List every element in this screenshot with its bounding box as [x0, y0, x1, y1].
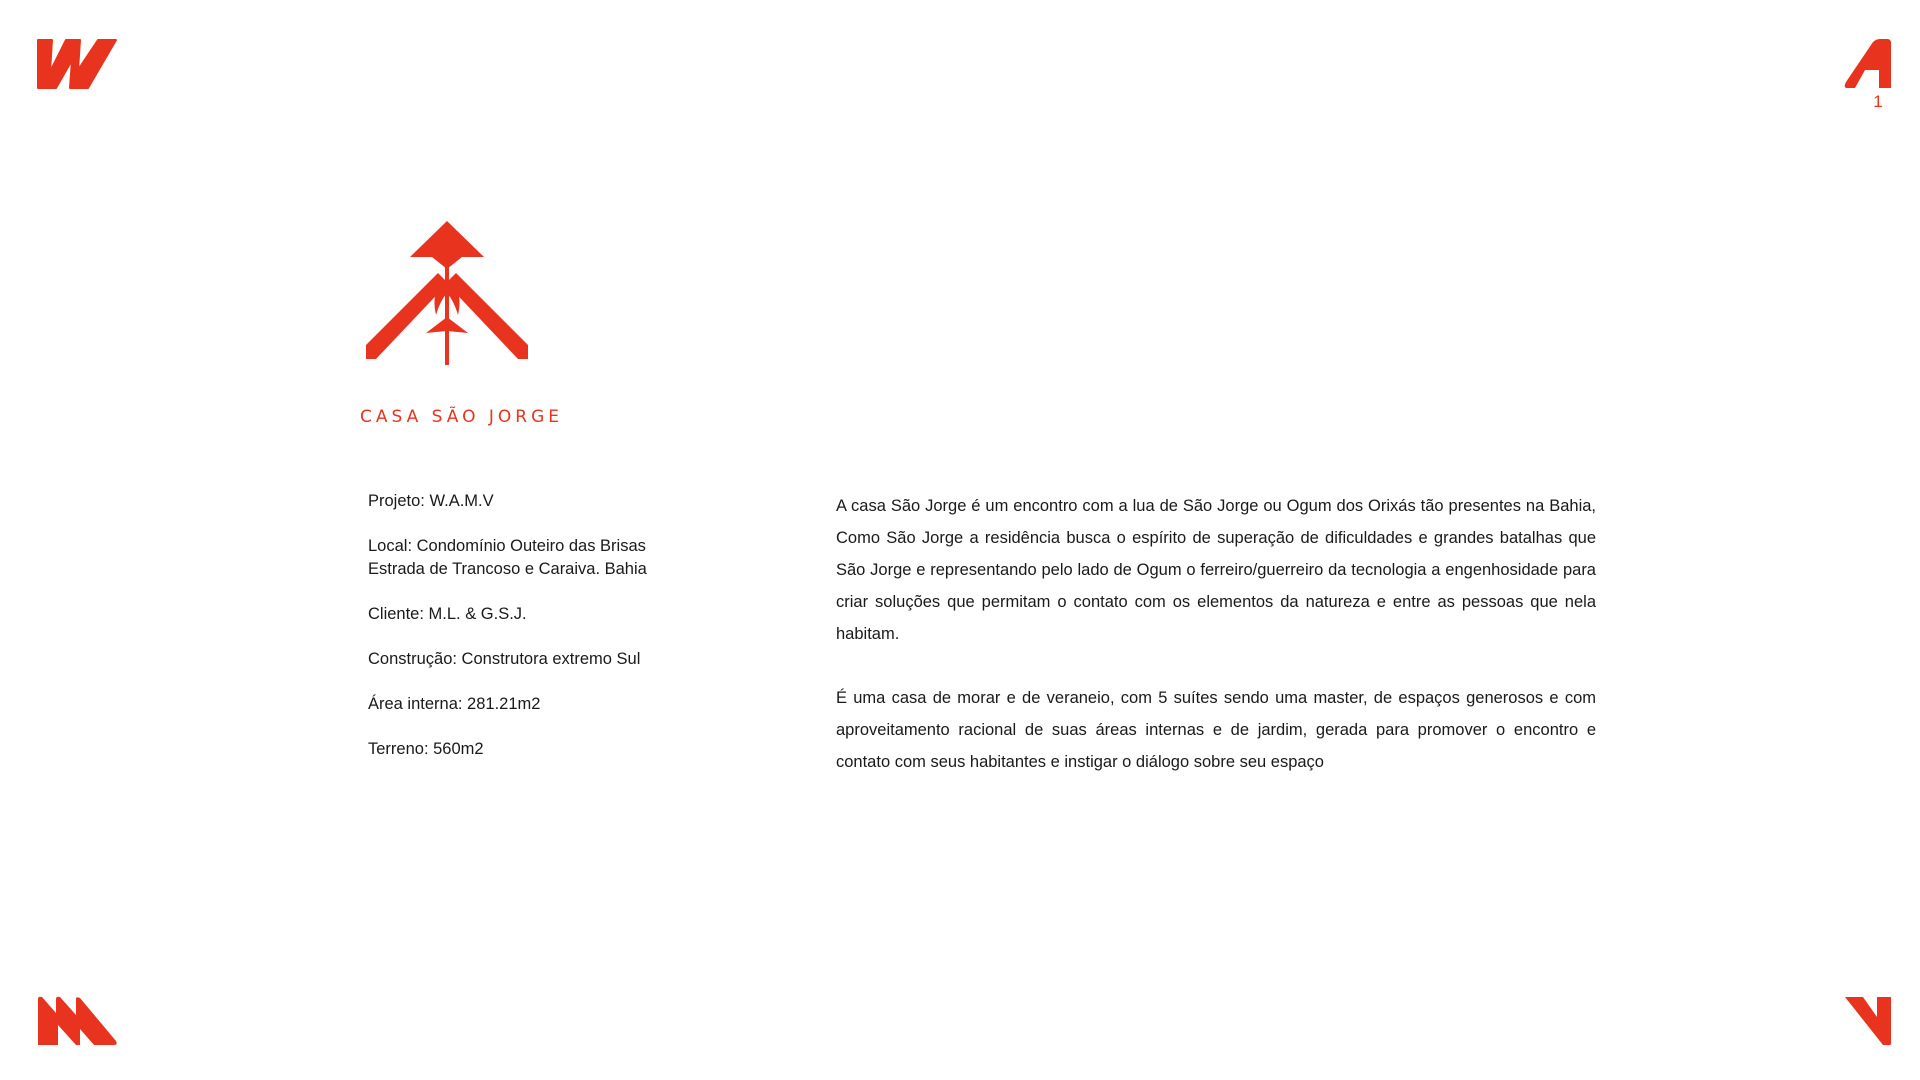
a-letter-mark-icon [1843, 38, 1893, 90]
spec-construcao [368, 648, 748, 671]
spec-line: Construção: Construtora extremo Sul [368, 650, 641, 668]
spec-line: Local: Condomínio Outeiro das Brisas [368, 537, 646, 555]
description-paragraph: É uma casa de morar e de veraneio, com 5 suítes sendo uma master, de espaços generosos e com aproveitamento racional de suas áreas internas e de jardim, gerada para promover o encontro e contato com seus habitantes e instigar o diálogo sobre seu espaço [836, 689, 1596, 771]
spec-line: Estrada de Trancoso e Caraiva. Bahia [368, 560, 647, 578]
spec-cliente [368, 603, 748, 626]
project-description [836, 490, 1596, 810]
description-paragraph: A casa São Jorge é um encontro com a lua de São Jorge ou Ogum dos Orixás tão presentes na Bahia, Como São Jorge a residência busca o espírito de superação de dificuldades e grandes batalhas que São Jorge e representando pelo lado de Ogum o ferreiro/guerreiro da tecnologia a engenhosidade para criar soluções que permitam o contato com os elementos da natureza e entre as pessoas que nela habitam. [836, 497, 1596, 643]
page-number: 1 [1873, 92, 1883, 111]
project-title: CASA SÃO JORGE [360, 407, 563, 427]
v-letter-mark-icon [1843, 995, 1893, 1047]
spec-terreno [368, 738, 748, 761]
w-letter-mark-icon [36, 38, 118, 90]
spec-area-interna [368, 693, 748, 716]
spec-line: Cliente: M.L. & G.S.J. [368, 605, 527, 623]
spec-projeto [368, 490, 748, 513]
m-letter-mark-icon [36, 995, 118, 1047]
spec-line: Área interna: 281.21m2 [368, 695, 541, 713]
spec-local [368, 535, 748, 581]
project-spec-list [368, 490, 748, 783]
spec-line: Projeto: W.A.M.V [368, 492, 494, 510]
spec-line: Terreno: 560m2 [368, 740, 484, 758]
sao-jorge-emblem-icon [366, 219, 528, 369]
